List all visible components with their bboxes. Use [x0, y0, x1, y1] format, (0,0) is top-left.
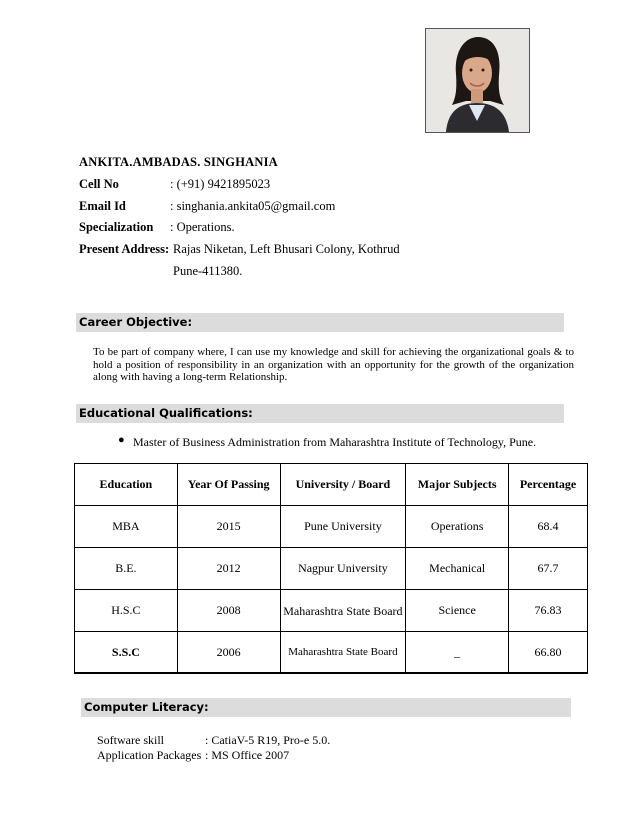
column-header: Education [75, 464, 178, 506]
contact-label: Cell No [79, 177, 119, 191]
education-bullet-text: Master of Business Administration from Maharashtra Institute of Technology, Pune. [133, 435, 537, 449]
profile-photo [425, 28, 530, 133]
education-table [74, 463, 588, 674]
table-cell: Operations [406, 506, 509, 548]
contact-row-cell [79, 177, 271, 192]
contact-value: : singhania.ankita05@gmail.com [170, 199, 336, 213]
profile-photo-image [426, 29, 529, 132]
table-cell: S.S.C [75, 632, 178, 674]
column-header: Percentage [509, 464, 588, 506]
column-header: Major Subjects [406, 464, 509, 506]
contact-row-specialization [79, 220, 235, 235]
table-cell: Maharashtra State Board [280, 590, 406, 632]
computer-literacy-heading: Computer Literacy: [81, 698, 571, 717]
software-skill-value: : CatiaV-5 R19, Pro-e 5.0. [205, 733, 331, 747]
table-cell: B.E. [75, 548, 178, 590]
table-cell: H.S.C [75, 590, 178, 632]
table-cell: 66.80 [509, 632, 588, 674]
table-cell: Maharashtra State Board [280, 632, 406, 674]
table-cell: 68.4 [509, 506, 588, 548]
column-header: Year Of Passing [177, 464, 280, 506]
table-row [75, 590, 588, 632]
table-cell: Nagpur University [280, 548, 406, 590]
education-heading: Educational Qualifications: [76, 404, 564, 423]
table-cell: 2012 [177, 548, 280, 590]
column-header: University / Board [280, 464, 406, 506]
table-cell: Pune University [280, 506, 406, 548]
contact-row-address [79, 242, 400, 257]
table-cell: 2015 [177, 506, 280, 548]
contact-value: Rajas Niketan, Left Bhusari Colony, Kothrud [173, 242, 400, 256]
contact-label: Present Address: [79, 242, 170, 256]
table-cell: 67.7 [509, 548, 588, 590]
table-row [75, 632, 588, 674]
contact-label: Email Id [79, 199, 126, 213]
contact-value: : Operations. [170, 220, 235, 234]
application-packages-label: Application Packages [97, 748, 202, 762]
address-line-2: Pune-411380. [173, 264, 243, 278]
software-skill-label: Software skill [97, 733, 164, 747]
career-objective-text: To be part of company where, I can use my knowledge and skill for achieving the organizational goals & to hold a position of responsibility in an organization with an opportunity for the growth of the organization along with having a long-term Relationship. [93, 346, 574, 383]
table-cell: 2006 [177, 632, 280, 674]
table-header-row [75, 464, 588, 506]
table-cell: Science [406, 590, 509, 632]
table-cell: MBA [75, 506, 178, 548]
contact-label: Specialization [79, 220, 154, 234]
table-cell: 76.83 [509, 590, 588, 632]
bullet-icon: ● [118, 434, 125, 446]
contact-row-email [79, 199, 336, 214]
table-row [75, 506, 588, 548]
candidate-name: ANKITA.AMBADAS. SINGHANIA [79, 155, 278, 169]
table-row [75, 548, 588, 590]
career-objective-heading: Career Objective: [76, 313, 564, 332]
table-cell: Mechanical [406, 548, 509, 590]
table-cell: _ [406, 632, 509, 674]
application-packages-value: : MS Office 2007 [205, 748, 290, 762]
table-cell: 2008 [177, 590, 280, 632]
contact-value: : (+91) 9421895023 [170, 177, 271, 191]
